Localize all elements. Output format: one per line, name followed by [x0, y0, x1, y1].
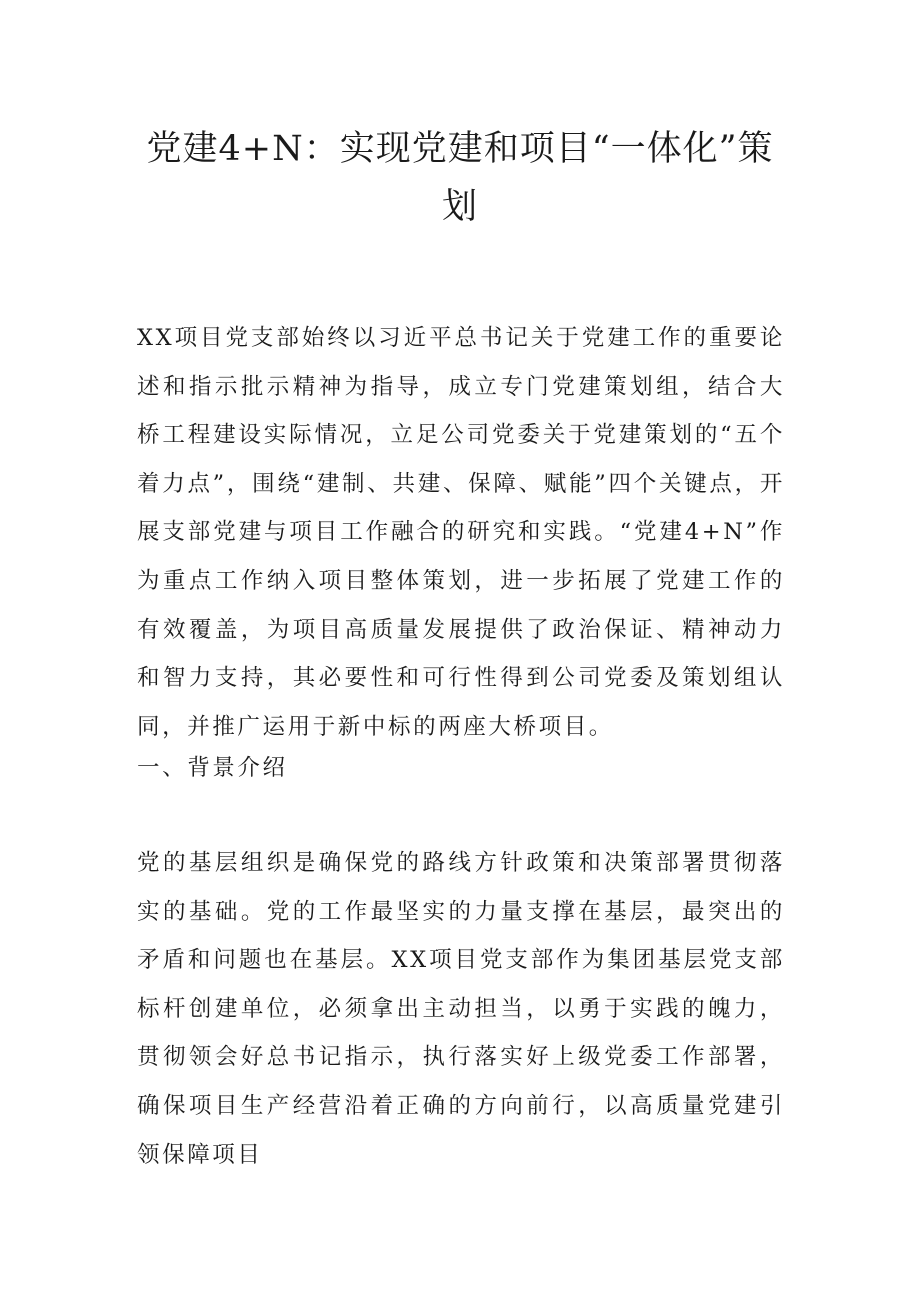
section-body-paragraph: 党的基层组织是确保党的路线方针政策和决策部署贯彻落实的基础。党的工作最坚实的力量支撑在基层，最突出的矛盾和问题也在基层。XX项目党支部作为集团基层党支部标杆创建单位，必须拿出主动担当，以勇于实践的魄力，贯彻领会好总书记指示，执行落实好上级党委工作部署，确保项目生产经营沿着正确的方向前行，以高质量党建引领保障项目 [137, 850, 785, 1168]
intro-paragraph: XX项目党支部始终以习近平总书记关于党建工作的重要论述和指示批示精神为指导，成立专门党建策划组，结合大桥工程建设实际情况，立足公司党委关于党建策划的“五个着力点”，围绕“建制、共建、保障、赋能”四个关键点，开展支部党建与项目工作融合的研究和实践。“党建4+N”作为重点工作纳入项目整体策划，进一步拓展了党建工作的有效覆盖，为项目高质量发展提供了政治保证、精神动力和智力支持，其必要性和可行性得到公司党委及策划组认同，并推广运用于新中标的两座大桥项目。 [137, 325, 785, 740]
document-title: 党建4+N：实现党建和项目“一体化”策划 [146, 129, 774, 227]
section-heading: 一、背景介绍 [137, 755, 288, 781]
